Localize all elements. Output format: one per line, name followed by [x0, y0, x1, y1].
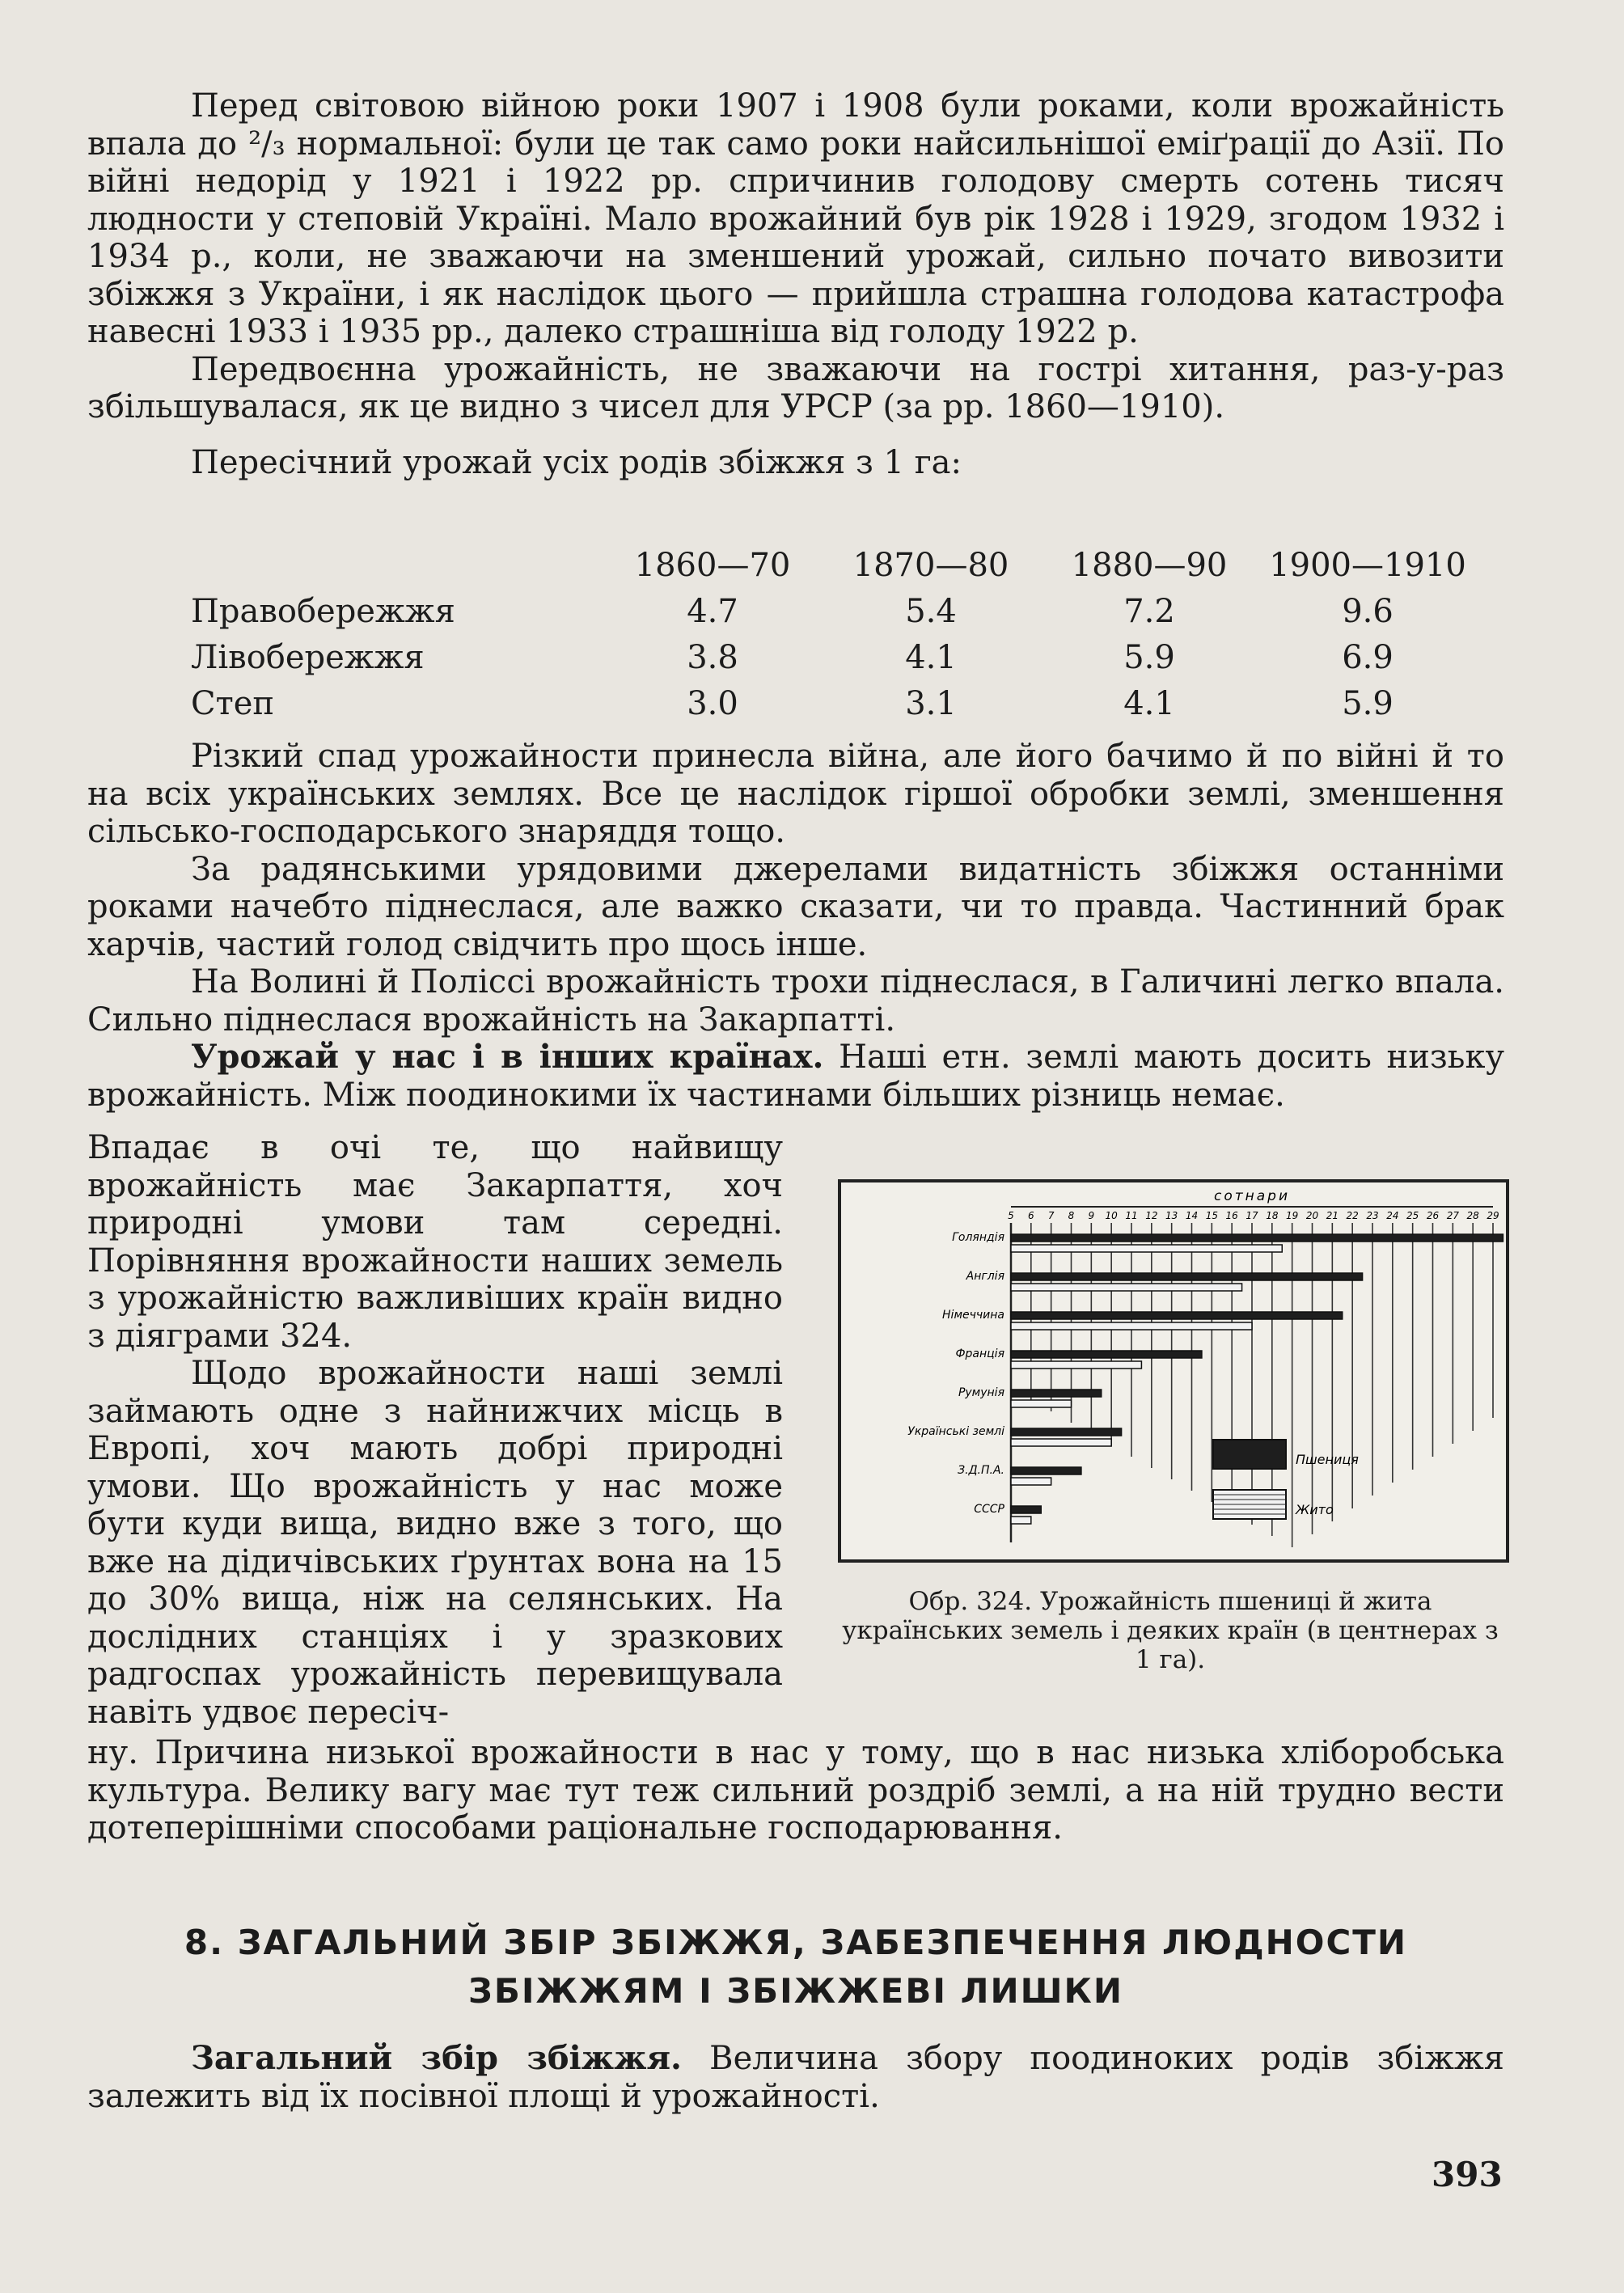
bar-rye [1011, 1517, 1031, 1524]
paragraph-famine-history: Перед світовою війною роки 1907 і 1908 були роками, коли врожайність впала до ²/₃ нормальної: були це так само роки найсильнішої еміґрації до Азії. По війні недорід у 1921 і 1922 рр. спричинив голодову смерть сотень тисяч людности у степовій Україні. Мало врожайний був рік 1928 і 1929, згодом 1932 і 1934 р., коли, не зважаючи на зменшений урожай, сильно почато вивозити збіжжя з України, і як наслідок цього — прийшла страшна голодова катастрофа навесні 1933 і 1935 рр., далеко страшніша від голоду 1922 р. [87, 87, 1504, 350]
tick-label: 29 [1487, 1210, 1499, 1221]
paragraph-heading: Загальний збір збіжжя. [191, 2039, 682, 2077]
row-label: Лівобережжя [191, 638, 425, 676]
legend-label: Жито [1296, 1502, 1334, 1517]
yield-chart [838, 1179, 1509, 1563]
paragraph-soviet-sources: За радянськими урядовими джерелами видатність збіжжя останніми роками начебто піднеслася, але важко сказати, чи то правда. Частинний брак харчів, частий голод свідчить про щось інше. [87, 850, 1504, 963]
value-cell: 6.9 [1342, 638, 1394, 676]
category-label: Румунія [958, 1386, 1004, 1399]
tick-label: 22 [1346, 1210, 1359, 1221]
tick-label: 14 [1185, 1210, 1199, 1221]
category-label: Голяндія [952, 1231, 1004, 1244]
section-title-line-1: 8. ЗАГАЛЬНИЙ ЗБІР ЗБІЖЖЯ, ЗАБЕЗПЕЧЕННЯ ЛЮДНОСТИ [184, 1923, 1408, 1962]
page-number: 393 [1432, 2155, 1503, 2194]
tick-label: 27 [1446, 1210, 1459, 1221]
paragraph-comparison-start: Урожай у нас і в інших країнах. Наші етн. землі мають досить низьку врожайність. Між поодинокими їх частинами більших різниць немає. [87, 1038, 1504, 1114]
bar-rye [1011, 1361, 1141, 1369]
value-cell: 5.9 [1123, 638, 1175, 676]
tick-label: 7 [1047, 1210, 1055, 1221]
x-axis-label: сотнари [1213, 1188, 1291, 1204]
tick-label: 28 [1466, 1210, 1479, 1221]
paragraph-heading: Урожай у нас і в інших країнах. [191, 1038, 824, 1076]
bar-wheat [1011, 1467, 1081, 1474]
tick-label: 16 [1225, 1210, 1238, 1221]
tick-label: 6 [1028, 1210, 1034, 1221]
paragraph-volyn-galicia: На Волині й Поліссі врожайність трохи піднеслася, в Галичині легко впала. Сильно піднеслася врожайність на Закарпатті. [87, 963, 1504, 1039]
category-label: СССР [974, 1503, 1004, 1516]
paragraph-low-yield: Щодо врожайности наші землі займають одне з найнижчих місць в Европі, хоч мають добрі природні умови. Що врожайність у нас може бути куди вища, видно вже з того, що вже на дідичівських ґрунтах вона на 15 до 30% вища, ніж на селянських. На дослідних станціях і у зразкових радгоспах урожайність перевищувала навіть удвоє пересіч- [87, 1355, 783, 1731]
value-cell: 4.7 [687, 592, 738, 630]
tick-label: 9 [1088, 1210, 1095, 1221]
figure-caption: Обр. 324. Урожайність пшениці й жита українських земель і деяких країн (в центнерах з 1 га). [842, 1587, 1499, 1674]
tick-label: 17 [1245, 1210, 1258, 1221]
bar-wheat [1011, 1390, 1102, 1397]
bar-rye [1011, 1439, 1111, 1446]
tick-label: 10 [1105, 1210, 1118, 1221]
text-block-2 [87, 738, 1504, 1114]
value-cell: 3.1 [905, 684, 957, 722]
table-row [191, 634, 1477, 680]
bar-wheat [1011, 1312, 1343, 1319]
value-cell: 3.8 [687, 638, 738, 676]
paragraph-war-decline: Різкий спад урожайности принесла війна, але його бачимо й по війні й то на всіх українських землях. Все це наслідок гіршої обробки землі, зменшення сільсько-господарського знаряддя тощо. [87, 738, 1504, 850]
value-cell: 3.0 [687, 684, 738, 722]
table-row [191, 588, 1477, 634]
tick-label: 12 [1145, 1210, 1158, 1221]
paragraph-total-harvest: Загальний збір збіжжя. Величина збору поодиноких родів збіжжя залежить від їх посівної площі й урожайності. [87, 2039, 1504, 2115]
bar-wheat [1011, 1428, 1122, 1436]
header-cell: 1860—70 [634, 546, 791, 584]
header-cell: 1870—80 [852, 546, 1009, 584]
value-cell: 5.4 [905, 592, 957, 630]
bar-rye [1011, 1245, 1282, 1252]
table-intro: Пересічний урожай усіх родів збіжжя з 1 га: [191, 443, 962, 481]
bar-wheat [1011, 1234, 1503, 1242]
tick-label: 23 [1366, 1210, 1379, 1221]
bar-rye [1011, 1284, 1242, 1291]
tick-label: 15 [1205, 1210, 1218, 1221]
bar-wheat [1011, 1273, 1363, 1280]
value-cell: 4.1 [905, 638, 957, 676]
tick-label: 25 [1406, 1210, 1419, 1221]
tick-label: 13 [1165, 1210, 1178, 1221]
value-cell: 7.2 [1123, 592, 1175, 630]
tick-label: 11 [1125, 1210, 1138, 1221]
yield-chart-svg [841, 1182, 1506, 1559]
paragraph-comparison-cont: Впадає в очі те, що найвищу врожайність має Закарпаття, хоч природні умови там середні. Порівняння врожайности наших земель з урожайністю важливіших країн видно з діяграми 324. [87, 1129, 783, 1355]
category-label: Франція [955, 1347, 1004, 1360]
paragraph-low-culture: ну. Причина низької врожайности в нас у тому, що в нас низька хліборобська культура. Велику вагу має тут теж сильний роздріб землі, а на ній трудно вести дотеперішніми способами раціональне господарювання. [87, 1734, 1504, 1847]
text-block-4 [87, 2040, 1504, 2115]
tick-label: 5 [1008, 1210, 1014, 1221]
bar-rye [1011, 1322, 1252, 1330]
category-label: Англія [966, 1270, 1004, 1283]
value-cell: 9.6 [1342, 592, 1394, 630]
tick-label: 19 [1286, 1210, 1299, 1221]
yield-table-header [191, 542, 1477, 588]
bar-rye [1011, 1478, 1051, 1485]
value-cell: 4.1 [1123, 684, 1175, 722]
yield-table [191, 542, 1477, 726]
tick-label: 20 [1305, 1210, 1319, 1221]
bar-wheat [1011, 1351, 1202, 1358]
tick-label: 21 [1326, 1210, 1339, 1221]
paragraph-prewar-yield: Передвоєнна урожайність, не зважаючи на гострі хитання, раз-у-раз збільшувалася, як це видно з чисел для УРСР (за рр. 1860—1910). [87, 350, 1504, 425]
legend-label: Пшениця [1296, 1452, 1359, 1467]
category-label: Українські землі [907, 1425, 1004, 1438]
row-label: Правобережжя [191, 592, 455, 630]
text-block-3 [87, 1734, 1504, 1847]
category-label: З.Д.П.А. [958, 1464, 1004, 1477]
table-row [191, 680, 1477, 726]
text-block-1 [87, 87, 1504, 481]
header-cell: 1900—1910 [1269, 546, 1466, 584]
value-cell: 5.9 [1342, 684, 1394, 722]
header-cell: 1880—90 [1071, 546, 1228, 584]
bar-rye [1011, 1400, 1072, 1407]
text-wrap-column [87, 1129, 783, 1731]
tick-label: 24 [1386, 1210, 1399, 1221]
bar-wheat [1011, 1506, 1041, 1513]
legend-swatch [1213, 1440, 1286, 1469]
tick-label: 8 [1068, 1210, 1075, 1221]
tick-label: 18 [1266, 1210, 1279, 1221]
row-label: Степ [191, 684, 275, 722]
section-title-line-2: ЗБІЖЖЯМ І ЗБІЖЖЕВІ ЛИШКИ [468, 1971, 1123, 2011]
tick-label: 26 [1426, 1210, 1440, 1221]
category-label: Німеччина [942, 1309, 1004, 1322]
